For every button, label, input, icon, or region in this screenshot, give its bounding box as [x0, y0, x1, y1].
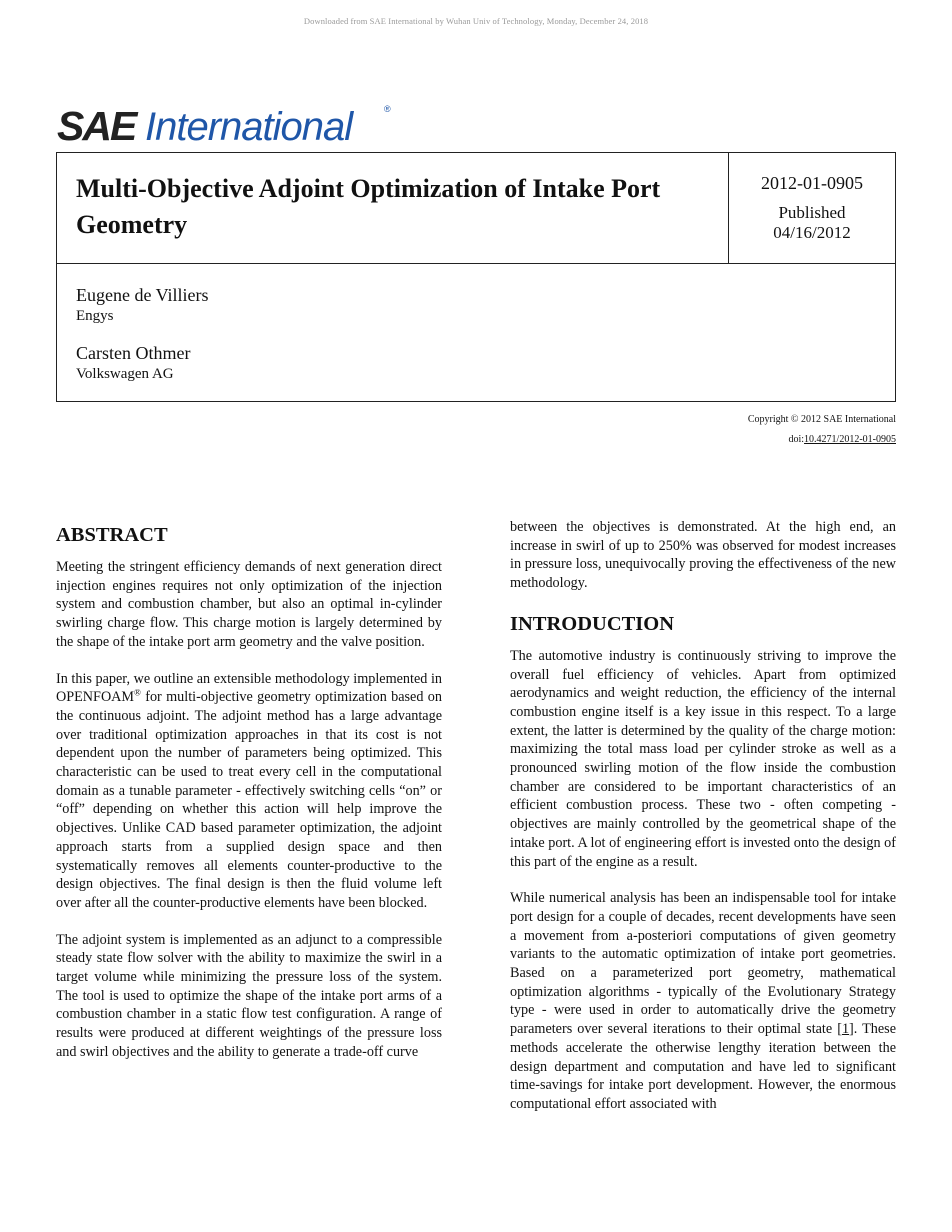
abstract-text: In this paper, we outline an extensible methodology implemented in OPENFOAM — [56, 670, 442, 706]
paper-id-cell — [729, 153, 895, 263]
doi-line — [748, 430, 896, 450]
author-block — [76, 284, 209, 326]
abstract-heading: ABSTRACT — [56, 524, 168, 546]
doi-label: doi: — [788, 434, 805, 445]
published-date: 04/16/2012 — [773, 223, 851, 242]
title-cell — [57, 153, 729, 263]
doi-link[interactable]: 10.4271/2012-01-0905 — [804, 434, 896, 445]
copyright-block — [748, 410, 896, 450]
copyright-notice: Copyright © 2012 SAE International — [747, 414, 896, 425]
sae-international-logo — [57, 100, 397, 145]
introduction-paragraph — [510, 889, 896, 1113]
author-affiliation: Volkswagen AG — [76, 366, 174, 382]
introduction-heading: INTRODUCTION — [510, 612, 675, 635]
right-column — [510, 518, 896, 1114]
abstract-text: for multi-objective geometry optimization based on the continuous adjoint. The adjoint method has a large advantage over traditional optimization approaches in that its cost is not dependent upon the number of parameters being optimized. This characteristic can be used to treat every cell in the computational domain as a tunable parameter - effectively switching cells “on” or “off” depending on whether this action will help improve the objectives. Unlike CAD based parameter optimization, the adjoint approach starts from a supplied design space and then systematically removes all elements counter-productive to the design objectives. The final design is then the fluid volume left over after all the counter-productive elements have been blocked. — [56, 689, 442, 911]
author-name: Eugene de Villiers — [76, 285, 209, 305]
paper-title: Multi-Objective Adjoint Optimization of Intake Port Geometry — [76, 174, 661, 239]
abstract-paragraph: Meeting the stringent efficiency demands of next generation direct injection engines requires not only optimization of the injection system and combustion chamber, but also an optimal in-cylinder swirling charge flow. This charge motion is largely determined by the shape of the intake port arm geometry and the valve position. — [56, 559, 442, 650]
author-block — [76, 342, 190, 384]
reference-link[interactable]: 1 — [841, 1021, 850, 1038]
introduction-text: While numerical analysis has been an indispensable tool for intake port design for a couple of decades, recent developments have seen a movement from a-posteriori computations of given geometry variants to the automatic optimization of intake port geometries. Based on a parameterized port geometry, mathematical optimization algorithms - typically of the Evolutionary Strategy type - were used in order to automatically drive the geometry parameters over several iterations to their optimal state [ — [510, 890, 896, 1038]
abstract-paragraph: The adjoint system is implemented as an adjunct to a compressible steady state flow solver with the ability to maximize the swirl in a target volume while minimizing the pressure loss of the system. The tool is used to optimize the shape of the intake port arms of a combustion chamber in a static flow test configuration. A range of results were produced at different weightings of the pressure loss and swirl objectives and the ability to generate a trade-off curve — [56, 931, 442, 1060]
download-banner: Downloaded from SAE International by Wuhan Univ of Technology, Monday, December 24, 2018 — [303, 16, 649, 26]
paper-number: 2012-01-0905 — [761, 173, 863, 193]
author-affiliation: Engys — [76, 308, 114, 324]
abstract-paragraph — [56, 670, 442, 913]
logo-registered-mark: ® — [384, 104, 391, 114]
paper-header-box — [56, 152, 896, 402]
introduction-text: ]. These methods accelerate the otherwise lengthy iteration between the design department and computation and have led to significant time-savings for intake port development. However, the enormous computational effort associated with — [510, 1021, 896, 1112]
abstract-paragraph-continued: between the objectives is demonstrated. At the high end, an increase in swirl of up to 250% was observed for modest increases in pressure loss, unequivocally proving the effectiveness of the new methodology. — [510, 519, 896, 592]
published-label: Published — [778, 203, 846, 222]
author-name: Carsten Othmer — [76, 343, 191, 363]
introduction-paragraph: The automotive industry is continuously striving to improve the overall fuel efficiency of vehicles. Apart from optimized aerodynamics and weight reduction, the efficiency of the internal combustion engine itself is a key issue in this respect. To a large extent, the latter is determined by the quality of the charge motion: maximizing the total mass load per cylinder stroke as well as a pronounced swirling motion of the flow inside the combustion chamber are considered to be important characteristics of an efficient combustion process. These two - often competing - objectives are mainly controlled by the geometrical shape of the intake port. A lot of engineering effort is invested onto the design of this part of the engine as a result. — [510, 647, 896, 870]
left-column — [56, 522, 442, 1062]
registered-mark: ® — [134, 687, 141, 698]
logo-international-text: International — [145, 105, 353, 145]
logo-sae-text: SAE — [57, 103, 136, 145]
authors-cell — [57, 263, 895, 402]
